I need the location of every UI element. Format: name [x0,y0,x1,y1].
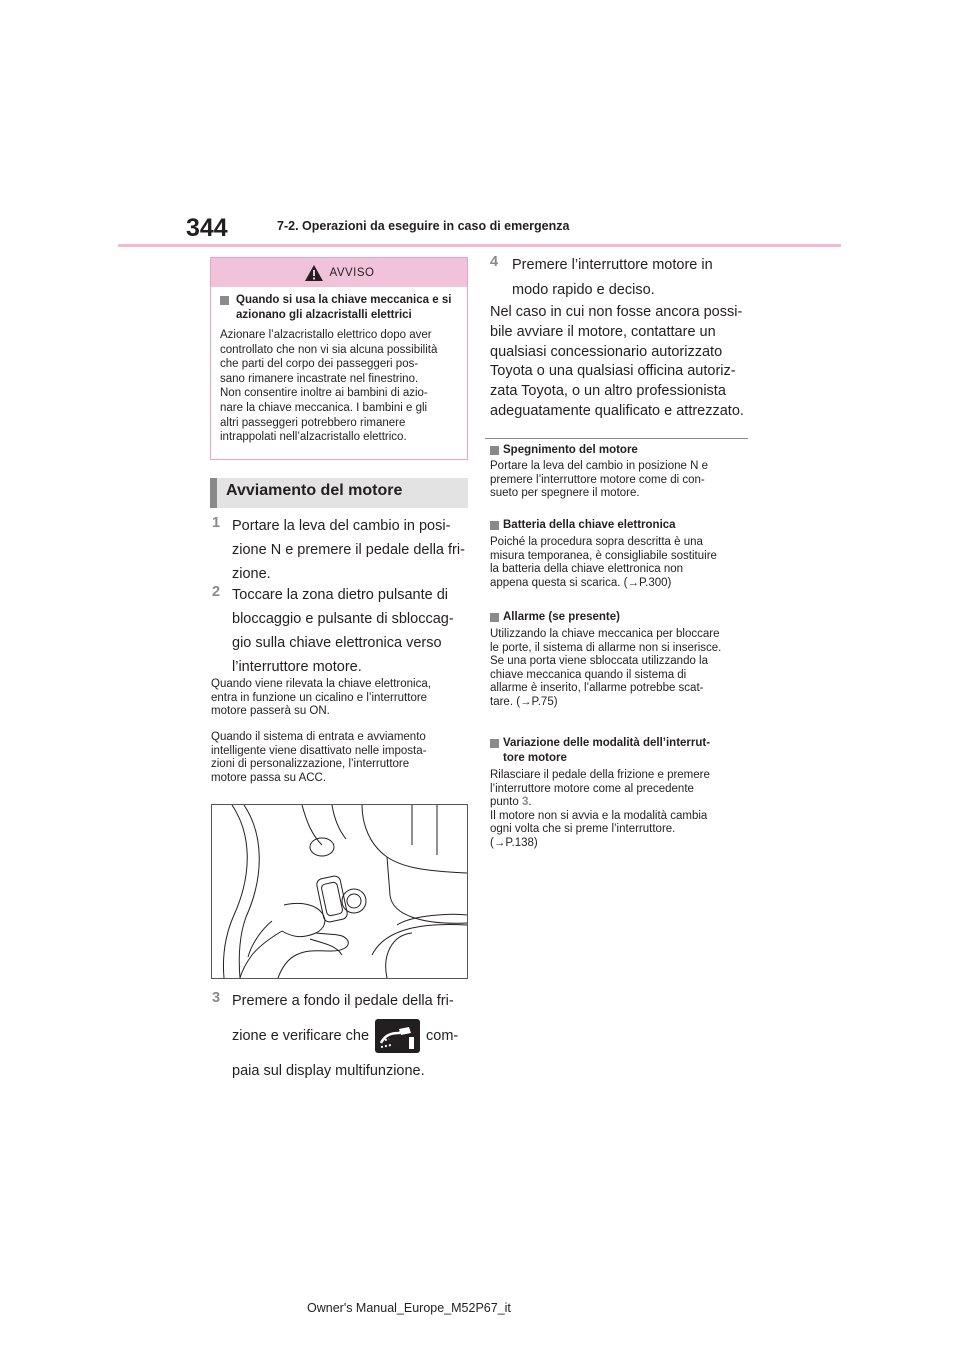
info-line: l’interruttore motore come al precedente [490,782,694,795]
warning-line: intrappolati nell’alzacristallo elettrico. [220,431,407,444]
step-number: 2 [212,584,221,600]
step-reference: 3 [521,796,529,809]
info-body [490,536,755,590]
section-title: 7-2. Operazioni da eseguire in caso di emergenza [277,219,570,233]
warning-line: sano rimanere incastrate nel finestrino. [220,372,419,385]
info-line: le porte, il sistema di allarme non si inserisce. [490,641,722,654]
info-line: Portare la leva del cambio in posizione N e [490,460,708,472]
info-body [490,460,755,501]
warning-line: che parti del corpo dei passeggeri pos- [220,358,419,371]
info-line: misura temporanea, è consigliabile sostituire [490,549,717,562]
info-line: tare. (→P.75) [490,695,558,708]
note-1 [211,678,471,719]
info-line: premere l’interruttore motore come di con- [490,473,705,486]
illustration-key-press [211,804,468,979]
step-line: modo rapido e deciso. [512,282,655,298]
step-1 [232,515,465,585]
step-line: paia sul display multifunzione. [232,1063,425,1079]
step-number: 3 [212,990,221,1006]
info-body [490,769,760,851]
info-line: Poiché la procedura sopra descritta è una [490,536,703,548]
step-line: Premere l’interruttore motore in [512,257,713,273]
note-line: intelligente viene disattivato nelle imposta- [211,744,427,757]
info-text: punto [490,796,519,809]
info-line: Il motore non si avvia e la modalità cambia [490,809,708,822]
info-line: ogni volta che si preme l’interruttore. [490,823,676,836]
hand-electronic-key-illustration [212,805,467,978]
section-heading-box [210,478,468,508]
info-line [490,796,760,810]
step-number: 4 [490,254,499,270]
info-title: Allarme (se presente) [503,611,620,623]
warning-body [220,328,466,445]
warning-line: Non consentire inoltre ai bambini di azio- [220,387,428,400]
note-line: entra in funzione un cicalino e l’interruttore [211,691,428,704]
step-line: Premere a fondo il pedale della fri- [232,993,454,1009]
header-divider [118,244,841,247]
bullet-square-icon [490,739,499,748]
step-line: gio sulla chiave elettronica verso [232,635,442,651]
step-line: Portare la leva del cambio in posi- [232,518,451,534]
paragraph-line: bile avviare il motore, contattare un [490,323,716,340]
note-line: motore passa su ACC. [211,771,327,784]
step-4 [512,254,713,301]
paragraph-line: Toyota o una qualsiasi officina autoriz- [490,363,736,380]
section-heading: Avviamento del motore [226,482,403,499]
info-divider [485,438,748,439]
info-line: Se una porta viene sbloccata utilizzando la [490,655,709,668]
step-line-with-icon [232,1018,472,1054]
info-block-key-battery [490,518,755,590]
paragraph-line: Nel caso in cui non fosse ancora possi- [490,304,743,320]
warning-label: AVVISO [329,266,375,279]
paragraph-line: adeguatamente qualificato e attrezzato. [490,402,744,419]
note-2 [211,731,471,785]
info-line: appena questa si scarica. (→P.300) [490,576,672,589]
step-text: com- [426,1028,459,1044]
info-line: allarme è inserito, l’allarme potrebbe scat- [490,682,704,695]
note-line: zioni di personalizzazione, l’interruttore [211,758,410,770]
note-line: Quando il sistema di entrata e avviamento [211,731,426,743]
bullet-square-icon [490,521,499,530]
step-text: zione e verificare che [232,1028,370,1044]
warning-line: altri passeggeri potrebbero rimanere [220,416,406,429]
step-line: zione N e premere il pedale della fri- [232,542,465,558]
info-line: (→P.138) [490,836,538,849]
warning-line: nare la chiave meccanica. I bambini e gli [220,401,428,414]
info-title-line: tore motore [503,752,567,764]
warning-line: Azionare l’alzacristallo elettrico dopo aver [220,329,432,341]
warning-title: Quando si usa la chiave meccanica e si azionano gli alzacristalli elettrici [236,294,452,321]
step-line: Toccare la zona dietro pulsante di [232,587,449,603]
step-line: l’interruttore motore. [232,659,362,675]
note-line: Quando viene rilevata la chiave elettronica, [211,678,431,690]
step-line: bloccaggio e pulsante di sbloccag- [232,611,454,627]
warning-triangle-icon [304,264,324,282]
info-block-alarm [490,610,760,710]
warning-header [211,258,467,287]
info-title: Spegnimento del motore [503,444,638,456]
bullet-square-icon [490,613,499,622]
note-line: motore passerà su ON. [211,705,330,717]
info-title-line: Variazione delle modalità dell’interrut- [503,737,711,749]
info-line: chiave meccanica quando il sistema di [490,668,687,681]
info-line: Rilasciare il pedale della frizione e premere [490,769,710,781]
contact-dealer-paragraph [490,303,744,422]
warning-line: controllato che non vi sia alcuna possibilità [220,343,438,356]
warning-box [210,257,468,460]
footer-text: Owner's Manual_Europe_M52P67_it [307,1301,511,1315]
clutch-indicator-icon [375,1019,420,1053]
page-number: 344 [186,214,228,242]
info-line: sueto per spegnere il motore. [490,487,640,500]
step-3 [232,990,472,1082]
heading-accent-bar [210,478,217,508]
info-title [490,736,760,766]
step-number: 1 [212,515,221,531]
info-block-engine-off [490,443,755,501]
paragraph-line: qualsiasi concessionario autorizzato [490,343,723,360]
step-2 [232,584,454,678]
info-line: Utilizzando la chiave meccanica per bloccare [490,628,720,640]
info-title: Batteria della chiave elettronica [503,519,676,531]
step-line: zione. [232,566,271,582]
paragraph-line: zata Toyota, o un altro professionista [490,383,726,400]
info-line: la batteria della chiave elettronica non [490,563,684,576]
info-text: . [528,796,532,809]
bullet-square-icon [490,446,499,455]
info-body [490,628,760,710]
info-block-switch-mode [490,736,760,851]
